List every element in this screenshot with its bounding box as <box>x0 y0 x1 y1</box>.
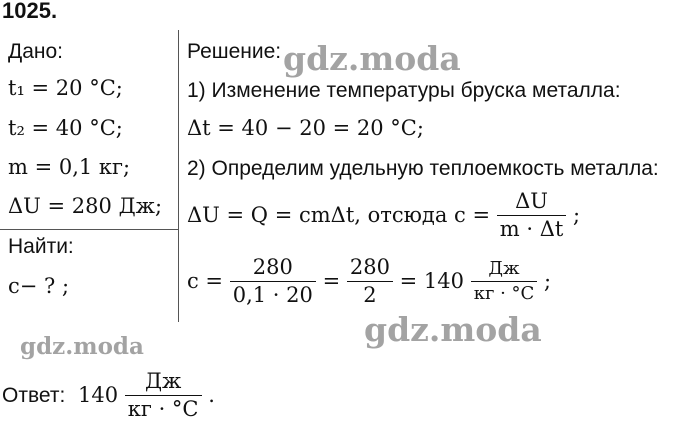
eq2-end: ; <box>573 203 581 228</box>
answer-unit-denominator: кг · °C <box>127 397 199 422</box>
eq3-equals2: = 140 <box>399 269 465 294</box>
eq2-denominator: m · Δt <box>499 217 564 242</box>
find-line: c− ? ; <box>8 274 70 298</box>
answer-end: . <box>208 383 215 408</box>
eq3-f2-denominator: 2 <box>363 283 377 308</box>
eq3-unit-denominator: кг · °C <box>473 283 535 305</box>
solution-step2: 2) Определим удельную теплоемкость металла: <box>187 157 659 180</box>
solution-step1: 1) Изменение температуры бруска металла: <box>187 79 621 102</box>
eq3-f2-numerator: 280 <box>347 256 393 282</box>
table-horizontal-divider <box>0 229 178 230</box>
answer-value: 140 <box>78 383 119 408</box>
eq3-unit-fraction <box>471 259 538 304</box>
given-header: Дано: <box>8 40 64 63</box>
eq3-fraction1 <box>230 256 316 307</box>
eq3-c: c = <box>187 269 224 294</box>
solution-header: Решение: <box>187 40 282 63</box>
eq2-numerator: ΔU <box>497 190 567 216</box>
eq3-unit-numerator: Дж <box>471 259 538 282</box>
given-line-t2: t₂ = 40 °C; <box>8 116 123 140</box>
eq2-fraction <box>497 190 567 241</box>
eq2-left: ΔU = Q = cmΔt, отсюда c = <box>187 203 491 228</box>
answer-label: Ответ: <box>2 384 66 408</box>
solution-eq2 <box>187 190 580 241</box>
solution-eq3 <box>187 256 551 307</box>
watermark: gdz.moda <box>283 39 461 78</box>
eq3-fraction2 <box>347 256 393 307</box>
answer-line <box>2 370 215 421</box>
given-line-t1: t₁ = 20 °C; <box>8 76 123 100</box>
solution-eq1: Δt = 40 − 20 = 20 °C; <box>187 116 424 140</box>
eq3-f1-numerator: 280 <box>230 256 316 282</box>
given-line-du: ΔU = 280 Дж; <box>8 194 163 218</box>
eq3-f1-denominator: 0,1 · 20 <box>232 283 313 308</box>
answer-unit-fraction <box>125 370 202 421</box>
watermark: gdz.moda <box>20 333 144 360</box>
find-header: Найти: <box>8 235 74 258</box>
answer-unit-numerator: Дж <box>125 370 202 396</box>
table-vertical-divider <box>178 30 179 322</box>
problem-number: 1025. <box>2 0 58 23</box>
watermark: gdz.moda <box>364 310 542 349</box>
eq3-end: ; <box>544 269 552 294</box>
eq3-equals1: = <box>322 269 341 294</box>
given-line-m: m = 0,1 кг; <box>8 155 131 179</box>
